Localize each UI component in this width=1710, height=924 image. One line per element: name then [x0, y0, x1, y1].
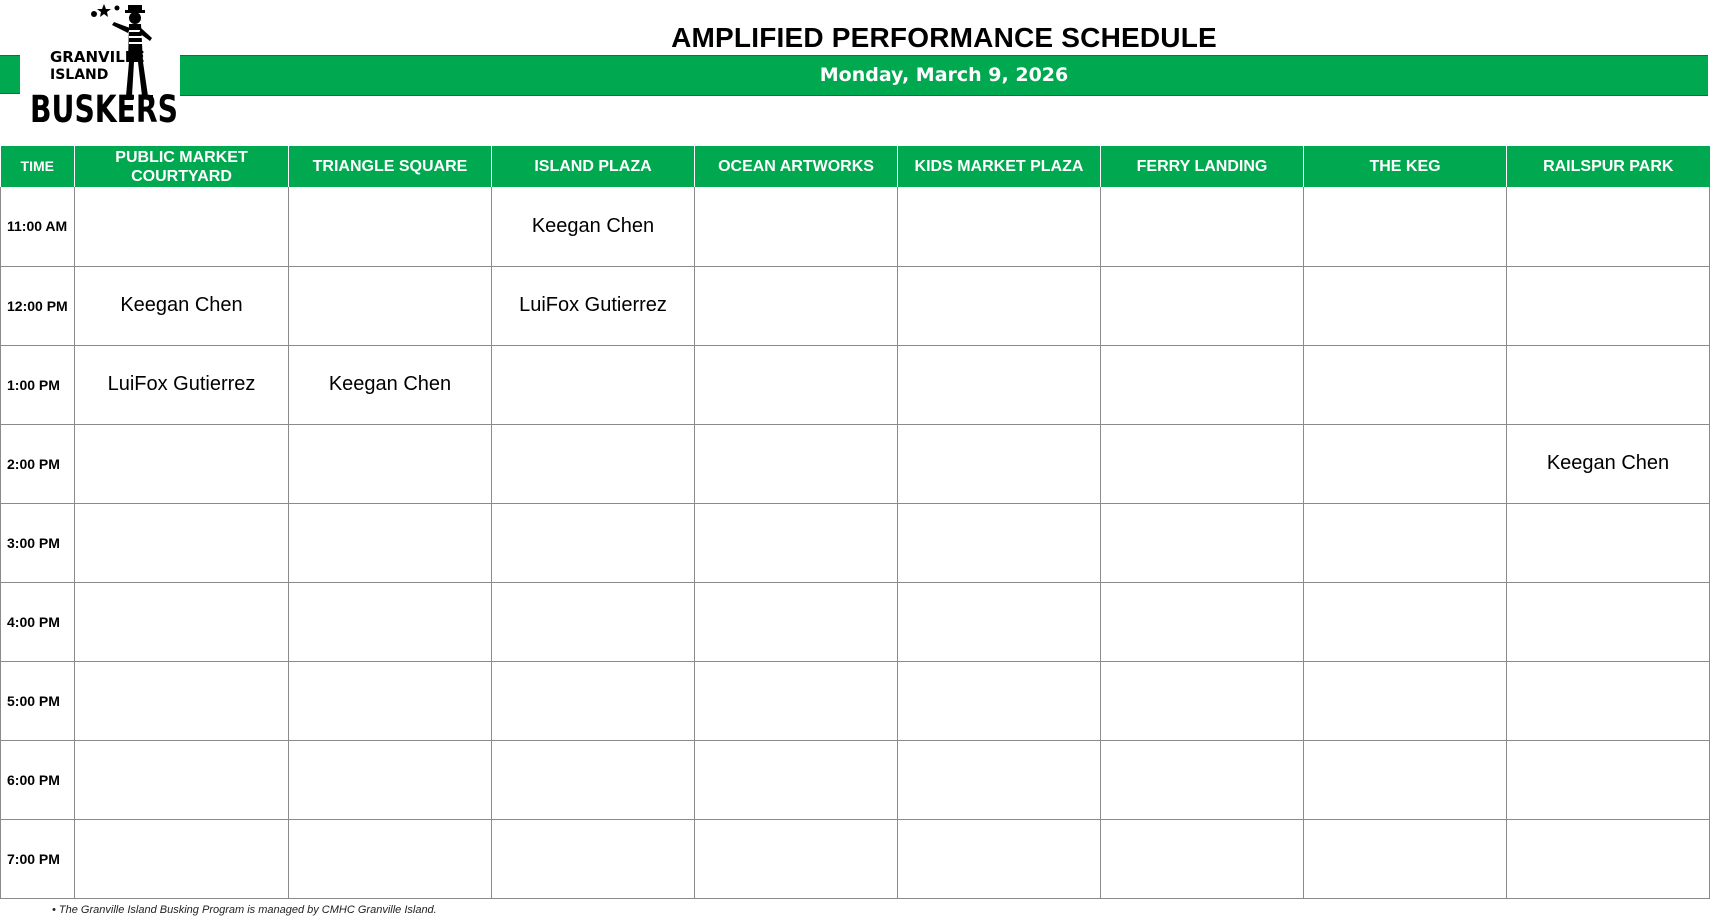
schedule-cell: [1507, 740, 1710, 819]
column-header-island-plaza: ISLAND PLAZA: [492, 146, 695, 187]
time-cell: 11:00 AM: [1, 187, 75, 266]
schedule-cell: [1507, 503, 1710, 582]
schedule-cell: [289, 582, 492, 661]
schedule-cell: [1507, 582, 1710, 661]
granville-island-buskers-logo: [20, 0, 180, 131]
schedule-cell: Keegan Chen: [75, 266, 289, 345]
schedule-cell: [75, 740, 289, 819]
time-cell: 1:00 PM: [1, 345, 75, 424]
schedule-cell: [289, 424, 492, 503]
schedule-cell: [75, 503, 289, 582]
header-band-left: [0, 55, 20, 94]
schedule-cell: [1101, 503, 1304, 582]
schedule-cell: [1507, 661, 1710, 740]
schedule-cell: [289, 266, 492, 345]
table-row: [1, 740, 1710, 819]
schedule-cell: [695, 661, 898, 740]
schedule-cell: [289, 661, 492, 740]
schedule-cell: [898, 740, 1101, 819]
time-cell: 4:00 PM: [1, 582, 75, 661]
table-row: [1, 424, 1710, 503]
footnote: • The Granville Island Busking Program is managed by CMHC Granville Island.: [52, 904, 437, 916]
schedule-cell: [1101, 424, 1304, 503]
schedule-cell: [1101, 582, 1304, 661]
schedule-cell: [492, 503, 695, 582]
time-cell: 7:00 PM: [1, 819, 75, 898]
schedule-cell: [898, 819, 1101, 898]
schedule-cell: [1507, 345, 1710, 424]
schedule-cell: [1304, 424, 1507, 503]
schedule-cell: [492, 345, 695, 424]
column-header-kids-market-plaza: KIDS MARKET PLAZA: [898, 146, 1101, 187]
schedule-cell: [898, 661, 1101, 740]
table-row: [1, 503, 1710, 582]
schedule-cell: [695, 345, 898, 424]
svg-text:GRANVILLE: GRANVILLE: [50, 48, 145, 66]
schedule-cell: [898, 424, 1101, 503]
page-title: AMPLIFIED PERFORMANCE SCHEDULE: [671, 22, 1217, 53]
schedule-cell: [75, 819, 289, 898]
schedule-cell: [75, 424, 289, 503]
schedule-cell: [75, 187, 289, 266]
schedule-cell: [1101, 740, 1304, 819]
table-row: [1, 582, 1710, 661]
schedule-cell: [492, 582, 695, 661]
busker-figure-icon: [20, 0, 180, 131]
time-cell: 6:00 PM: [1, 740, 75, 819]
column-header-public-market-courtyard: PUBLIC MARKET COURTYARD: [75, 146, 289, 187]
column-header-triangle-square: TRIANGLE SQUARE: [289, 146, 492, 187]
schedule-cell: [492, 424, 695, 503]
table-row: [1, 345, 1710, 424]
schedule-cell: LuiFox Gutierrez: [492, 266, 695, 345]
schedule-cell: [695, 582, 898, 661]
schedule-cell: [1507, 187, 1710, 266]
schedule-cell: [289, 740, 492, 819]
schedule-cell: [695, 424, 898, 503]
schedule-cell: [1101, 345, 1304, 424]
schedule-date: Monday, March 9, 2026: [819, 64, 1069, 86]
time-cell: 5:00 PM: [1, 661, 75, 740]
schedule-cell: [1507, 266, 1710, 345]
schedule-cell: [695, 819, 898, 898]
schedule-cell: [898, 266, 1101, 345]
schedule-cell: [289, 503, 492, 582]
schedule-cell: [898, 582, 1101, 661]
schedule-cell: [289, 819, 492, 898]
svg-text:ISLAND: ISLAND: [50, 67, 109, 83]
table-row: [1, 266, 1710, 345]
column-header-railspur-park: RAILSPUR PARK: [1507, 146, 1710, 187]
table-row: [1, 187, 1710, 266]
schedule-cell: [1304, 345, 1507, 424]
schedule-cell: [289, 187, 492, 266]
column-header-time: TIME: [1, 146, 75, 187]
schedule-cell: [898, 503, 1101, 582]
schedule-cell: [898, 345, 1101, 424]
schedule-cell: Keegan Chen: [289, 345, 492, 424]
schedule-cell: [75, 582, 289, 661]
schedule-cell: [1304, 819, 1507, 898]
schedule-cell: [1304, 582, 1507, 661]
schedule-cell: [695, 740, 898, 819]
schedule-cell: [1507, 819, 1710, 898]
schedule-cell: [1101, 187, 1304, 266]
header-row: [1, 146, 1710, 187]
schedule-cell: LuiFox Gutierrez: [75, 345, 289, 424]
time-cell: 12:00 PM: [1, 266, 75, 345]
schedule-cell: Keegan Chen: [1507, 424, 1710, 503]
svg-text:BUSKERS: BUSKERS: [30, 88, 178, 131]
schedule-cell: [1304, 503, 1507, 582]
schedule-cell: [898, 187, 1101, 266]
schedule-cell: [1101, 819, 1304, 898]
table-row: [1, 819, 1710, 898]
schedule-cell: [492, 740, 695, 819]
table-row: [1, 661, 1710, 740]
schedule-cell: [695, 503, 898, 582]
schedule-cell: [1101, 661, 1304, 740]
time-cell: 3:00 PM: [1, 503, 75, 582]
schedule-cell: [75, 661, 289, 740]
schedule-cell: Keegan Chen: [492, 187, 695, 266]
schedule-cell: [1101, 266, 1304, 345]
schedule-cell: [1304, 187, 1507, 266]
schedule-cell: [1304, 661, 1507, 740]
schedule-cell: [695, 187, 898, 266]
schedule-cell: [1304, 266, 1507, 345]
column-header-the-keg: THE KEG: [1304, 146, 1507, 187]
column-header-ocean-artworks: OCEAN ARTWORKS: [695, 146, 898, 187]
time-cell: 2:00 PM: [1, 424, 75, 503]
schedule-cell: [492, 819, 695, 898]
schedule-cell: [1304, 740, 1507, 819]
column-header-ferry-landing: FERRY LANDING: [1101, 146, 1304, 187]
schedule-cell: [695, 266, 898, 345]
schedule-cell: [492, 661, 695, 740]
schedule-table: [0, 146, 1710, 899]
